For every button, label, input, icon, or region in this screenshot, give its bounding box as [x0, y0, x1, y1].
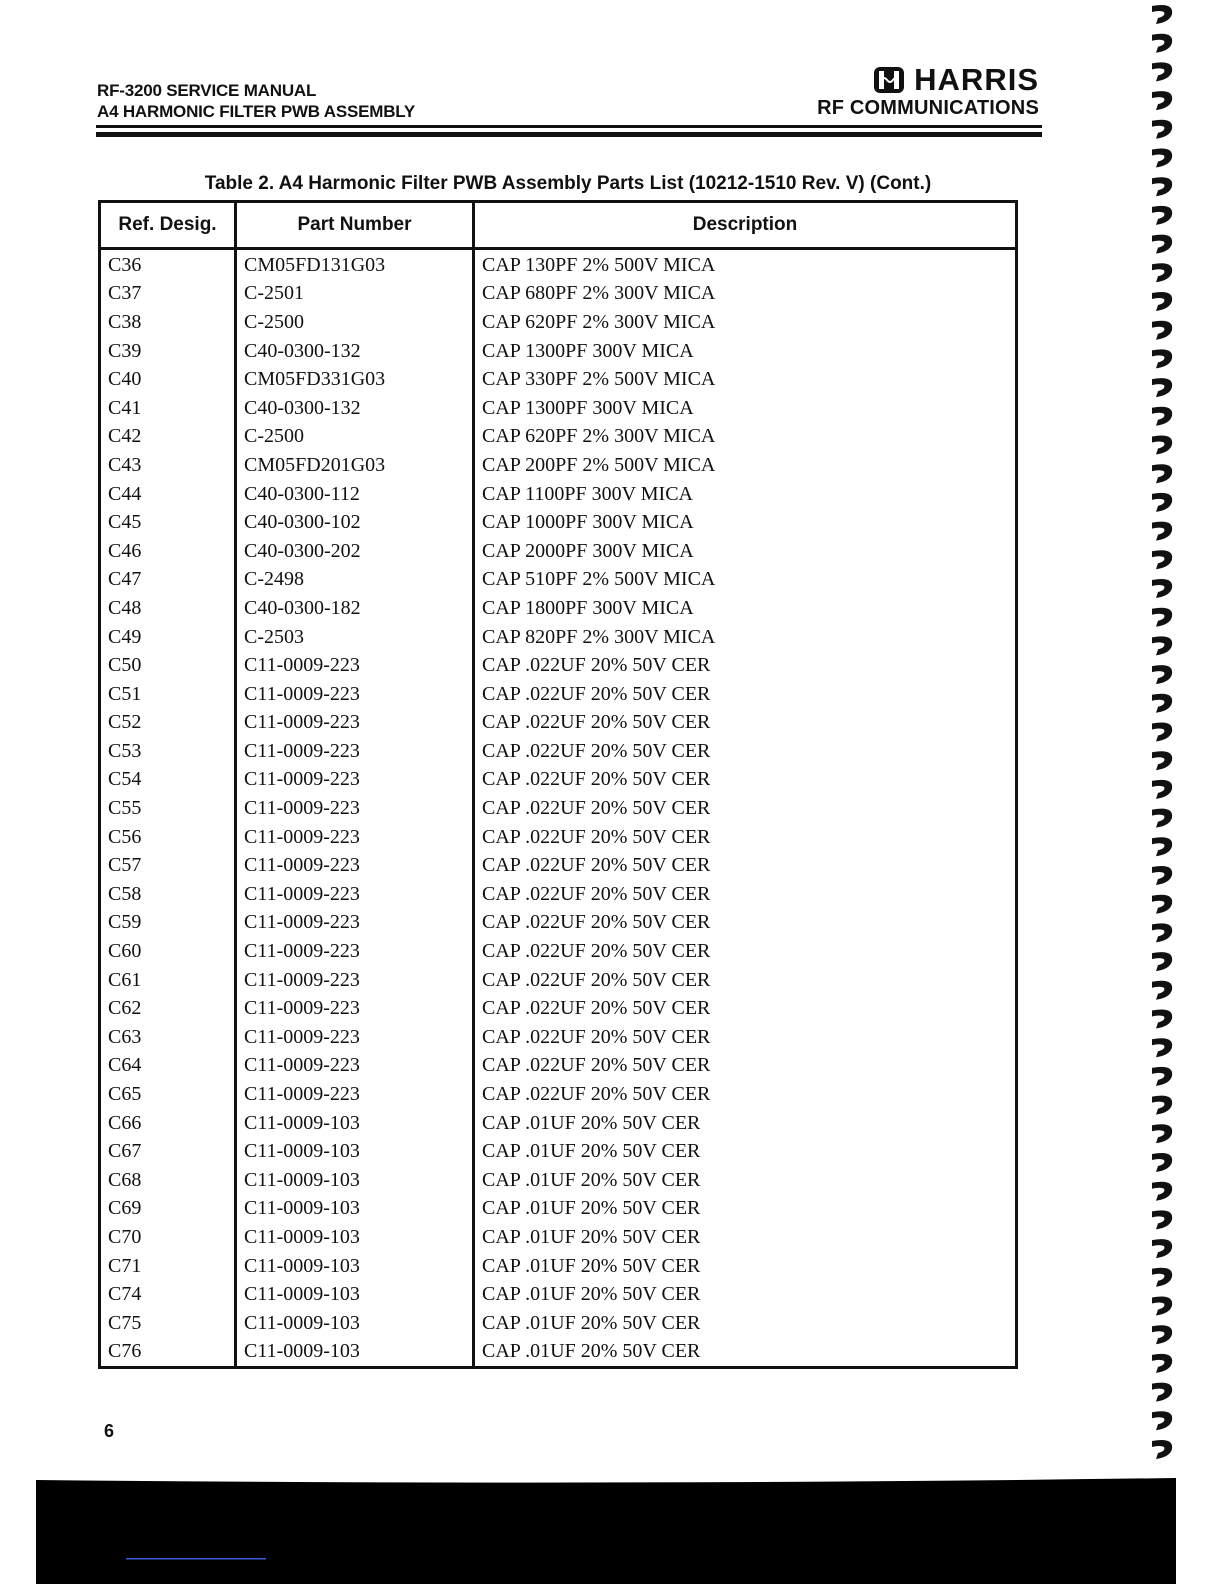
table-row: [100, 480, 1017, 509]
binding-coil: [1152, 809, 1172, 828]
table-row: [100, 537, 1017, 566]
description-cell: CAP .022UF 20% 50V CER: [482, 1025, 711, 1048]
description-cell: CAP 510PF 2% 500V MICA: [482, 568, 716, 591]
brand-division: RF COMMUNICATIONS: [817, 97, 1039, 119]
ref-desig-cell: C50: [100, 651, 236, 680]
binding-coil: [1152, 981, 1172, 1000]
binding-coil: [1152, 493, 1172, 512]
part-number-cell: C11-0009-103: [236, 1309, 474, 1338]
ref-desig-cell: C57: [100, 851, 236, 880]
description-cell: CAP .022UF 20% 50V CER: [482, 997, 711, 1020]
description-cell: CAP .022UF 20% 50V CER: [482, 739, 711, 762]
binding-coil: [1152, 579, 1172, 598]
part-number-cell: C-2498: [236, 566, 474, 595]
binding-coil: [1152, 1440, 1172, 1459]
table-row: [100, 1109, 1017, 1138]
binding-coil: [1152, 378, 1172, 397]
part-number-cell: C11-0009-223: [236, 1023, 474, 1052]
ref-desig-cell: C46: [100, 537, 236, 566]
binding-coil: [1152, 550, 1172, 569]
table-row: [100, 451, 1017, 480]
part-number-cell: C11-0009-223: [236, 937, 474, 966]
binding-coil: [1152, 321, 1172, 340]
description-cell: CAP .022UF 20% 50V CER: [482, 940, 711, 963]
table-row: [100, 623, 1017, 652]
table-row: [100, 709, 1017, 738]
ref-desig-cell: C74: [100, 1280, 236, 1309]
part-number-cell: C11-0009-223: [236, 794, 474, 823]
ref-desig-cell: C47: [100, 566, 236, 595]
ref-desig-cell: C67: [100, 1137, 236, 1166]
binding-coil: [1152, 292, 1172, 311]
section-title: A4 HARMONIC FILTER PWB ASSEMBLY: [97, 102, 416, 121]
ref-desig-cell: C63: [100, 1023, 236, 1052]
description-cell: CAP 1000PF 300V MICA: [482, 511, 694, 534]
binding-coil: [1152, 895, 1172, 914]
part-number-cell: C11-0009-103: [236, 1137, 474, 1166]
part-number-cell: C11-0009-223: [236, 680, 474, 709]
binding-coil: [1152, 1383, 1172, 1402]
ref-desig-cell: C51: [100, 680, 236, 709]
description-cell: CAP 330PF 2% 500V MICA: [482, 368, 716, 391]
binding-coil: [1152, 464, 1172, 483]
binding-coil: [1152, 1124, 1172, 1143]
ref-desig-cell: C66: [100, 1109, 236, 1138]
binding-coil: [1152, 1210, 1172, 1229]
ref-desig-cell: C58: [100, 880, 236, 909]
description-cell: CAP .022UF 20% 50V CER: [482, 1054, 711, 1077]
description-cell: CAP .01UF 20% 50V CER: [482, 1254, 701, 1277]
binding-coil: [1152, 1067, 1172, 1086]
header-rule-thick: [96, 132, 1042, 137]
binding-coil: [1152, 235, 1172, 254]
description-cell: CAP 1300PF 300V MICA: [482, 396, 694, 419]
scan-edge-shadow: [0, 1476, 1224, 1584]
col-header-part-number: Part Number: [236, 202, 474, 249]
part-number-cell: C11-0009-223: [236, 766, 474, 795]
description-cell: CAP 1800PF 300V MICA: [482, 596, 694, 619]
description-cell: CAP .01UF 20% 50V CER: [482, 1140, 701, 1163]
binding-coil: [1152, 1096, 1172, 1115]
description-cell: CAP .01UF 20% 50V CER: [482, 1168, 701, 1191]
part-number-cell: C11-0009-103: [236, 1280, 474, 1309]
binding-coil: [1152, 694, 1172, 713]
table-row: [100, 1023, 1017, 1052]
table-row: [100, 423, 1017, 452]
brand-block: [817, 63, 1039, 119]
ref-desig-cell: C75: [100, 1309, 236, 1338]
part-number-cell: C40-0300-102: [236, 508, 474, 537]
description-cell: CAP .022UF 20% 50V CER: [482, 768, 711, 791]
description-cell: CAP .01UF 20% 50V CER: [482, 1111, 701, 1134]
part-number-cell: C-2501: [236, 280, 474, 309]
description-cell: CAP .022UF 20% 50V CER: [482, 911, 711, 934]
part-number-cell: C40-0300-132: [236, 337, 474, 366]
ref-desig-cell: C42: [100, 423, 236, 452]
table-row: [100, 1166, 1017, 1195]
ref-desig-cell: C76: [100, 1338, 236, 1368]
binding-coil: [1152, 866, 1172, 885]
binding-coil: [1152, 206, 1172, 225]
binding-coil: [1152, 34, 1172, 53]
binding-coil: [1152, 923, 1172, 942]
ref-desig-cell: C61: [100, 966, 236, 995]
part-number-cell: C11-0009-223: [236, 1052, 474, 1081]
binding-coil: [1152, 1153, 1172, 1172]
ref-desig-cell: C39: [100, 337, 236, 366]
table-body: [100, 249, 1017, 1368]
table-row: [100, 937, 1017, 966]
ref-desig-cell: C56: [100, 823, 236, 852]
description-cell: CAP .022UF 20% 50V CER: [482, 825, 711, 848]
brand-name: HARRIS: [914, 62, 1039, 97]
table-row: [100, 1309, 1017, 1338]
table-row: [100, 1338, 1017, 1368]
part-number-cell: C40-0300-182: [236, 594, 474, 623]
ref-desig-cell: C68: [100, 1166, 236, 1195]
part-number-cell: C11-0009-223: [236, 651, 474, 680]
table-title: Table 2. A4 Harmonic Filter PWB Assembly Parts List (10212-1510 Rev. V) (Cont.): [204, 173, 932, 194]
ref-desig-cell: C40: [100, 365, 236, 394]
table-row: [100, 794, 1017, 823]
ref-desig-cell: C48: [100, 594, 236, 623]
ref-desig-cell: C41: [100, 394, 236, 423]
table-row: [100, 365, 1017, 394]
table-row: [100, 994, 1017, 1023]
table-row: [100, 280, 1017, 309]
table-row: [100, 1252, 1017, 1281]
table-row: [100, 680, 1017, 709]
binding-coil: [1152, 263, 1172, 282]
header-rule-thin: [96, 125, 1042, 128]
binding-coil: [1152, 636, 1172, 655]
binding-coil: [1152, 407, 1172, 426]
binding-coil: [1152, 5, 1172, 24]
ref-desig-cell: C52: [100, 709, 236, 738]
binding-coil: [1152, 723, 1172, 742]
col-header-ref-desig: Ref. Desig.: [100, 202, 236, 249]
part-number-cell: CM05FD201G03: [236, 451, 474, 480]
document-header: [97, 80, 415, 122]
table-row: [100, 1280, 1017, 1309]
table-row: [100, 1080, 1017, 1109]
ref-desig-cell: C60: [100, 937, 236, 966]
table-row: [100, 594, 1017, 623]
binding-coil: [1152, 1354, 1172, 1373]
binding-coil: [1152, 837, 1172, 856]
part-number-cell: C11-0009-103: [236, 1166, 474, 1195]
binding-coil: [1152, 780, 1172, 799]
binding-coil: [1152, 1325, 1172, 1344]
ref-desig-cell: C54: [100, 766, 236, 795]
ref-desig-cell: C55: [100, 794, 236, 823]
description-cell: CAP .022UF 20% 50V CER: [482, 711, 711, 734]
ref-desig-cell: C43: [100, 451, 236, 480]
table-row: [100, 909, 1017, 938]
col-header-description: Description: [474, 202, 1017, 249]
part-number-cell: C11-0009-103: [236, 1109, 474, 1138]
spiral-binding-icon: [1148, 0, 1178, 1470]
ref-desig-cell: C49: [100, 623, 236, 652]
binding-coil: [1152, 120, 1172, 139]
binding-coil: [1152, 1038, 1172, 1057]
ref-desig-cell: C62: [100, 994, 236, 1023]
description-cell: CAP .01UF 20% 50V CER: [482, 1225, 701, 1248]
ref-desig-cell: C64: [100, 1052, 236, 1081]
part-number-cell: C11-0009-223: [236, 1080, 474, 1109]
table-row: [100, 337, 1017, 366]
binding-coil: [1152, 751, 1172, 770]
binding-coil: [1152, 1411, 1172, 1430]
binding-coil: [1152, 1239, 1172, 1258]
binding-coil: [1152, 1010, 1172, 1029]
binding-coil: [1152, 177, 1172, 196]
description-cell: CAP .022UF 20% 50V CER: [482, 797, 711, 820]
table-row: [100, 566, 1017, 595]
ref-desig-cell: C37: [100, 280, 236, 309]
table-row: [100, 1052, 1017, 1081]
part-number-cell: C11-0009-223: [236, 709, 474, 738]
table-row: [100, 737, 1017, 766]
table-row: [100, 966, 1017, 995]
part-number-cell: C11-0009-103: [236, 1195, 474, 1224]
description-cell: CAP 620PF 2% 300V MICA: [482, 425, 716, 448]
ref-desig-cell: C71: [100, 1252, 236, 1281]
binding-coil: [1152, 62, 1172, 81]
ref-desig-cell: C45: [100, 508, 236, 537]
part-number-cell: C-2503: [236, 623, 474, 652]
description-cell: CAP 2000PF 300V MICA: [482, 539, 694, 562]
table-row: [100, 308, 1017, 337]
manual-title: RF-3200 SERVICE MANUAL: [97, 81, 317, 100]
description-cell: CAP 1300PF 300V MICA: [482, 339, 694, 362]
description-cell: CAP .022UF 20% 50V CER: [482, 968, 711, 991]
ref-desig-cell: C70: [100, 1223, 236, 1252]
binding-coil: [1152, 91, 1172, 110]
binding-coil: [1152, 665, 1172, 684]
table-row: [100, 851, 1017, 880]
description-cell: CAP 200PF 2% 500V MICA: [482, 453, 716, 476]
harris-logo-icon: [872, 65, 906, 95]
binding-coil: [1152, 1268, 1172, 1287]
ref-desig-cell: C69: [100, 1195, 236, 1224]
ref-desig-cell: C38: [100, 308, 236, 337]
description-cell: CAP 130PF 2% 500V MICA: [482, 253, 716, 276]
table-row: [100, 1195, 1017, 1224]
description-cell: CAP 820PF 2% 300V MICA: [482, 625, 716, 648]
binding-coil: [1152, 436, 1172, 455]
description-cell: CAP .01UF 20% 50V CER: [482, 1311, 701, 1334]
binding-coil: [1152, 349, 1172, 368]
ref-desig-cell: C36: [100, 249, 236, 280]
part-number-cell: C11-0009-223: [236, 909, 474, 938]
part-number-cell: C40-0300-112: [236, 480, 474, 509]
part-number-cell: C11-0009-103: [236, 1223, 474, 1252]
binding-coil: [1152, 608, 1172, 627]
description-cell: CAP .022UF 20% 50V CER: [482, 882, 711, 905]
part-number-cell: CM05FD331G03: [236, 365, 474, 394]
description-cell: CAP .01UF 20% 50V CER: [482, 1283, 701, 1306]
table-row: [100, 394, 1017, 423]
part-number-cell: C11-0009-103: [236, 1338, 474, 1368]
binding-coil: [1152, 149, 1172, 168]
table-header-row: [100, 202, 1017, 249]
description-cell: CAP .022UF 20% 50V CER: [482, 654, 711, 677]
part-number-cell: C11-0009-223: [236, 823, 474, 852]
part-number-cell: C-2500: [236, 423, 474, 452]
description-cell: CAP .022UF 20% 50V CER: [482, 682, 711, 705]
binding-coil: [1152, 522, 1172, 541]
binding-coil: [1152, 952, 1172, 971]
description-cell: CAP 1100PF 300V MICA: [482, 482, 693, 505]
description-cell: CAP 680PF 2% 300V MICA: [482, 282, 716, 305]
parts-table: [98, 200, 1018, 1369]
ref-desig-cell: C44: [100, 480, 236, 509]
table-row: [100, 1137, 1017, 1166]
part-number-cell: C40-0300-202: [236, 537, 474, 566]
part-number-cell: C11-0009-223: [236, 966, 474, 995]
part-number-cell: C40-0300-132: [236, 394, 474, 423]
part-number-cell: C11-0009-223: [236, 880, 474, 909]
table-row: [100, 1223, 1017, 1252]
table-row: [100, 823, 1017, 852]
table-row: [100, 651, 1017, 680]
table-row: [100, 249, 1017, 280]
description-cell: CAP .01UF 20% 50V CER: [482, 1340, 701, 1363]
description-cell: CAP 620PF 2% 300V MICA: [482, 310, 716, 333]
description-cell: CAP .022UF 20% 50V CER: [482, 1083, 711, 1106]
ref-desig-cell: C53: [100, 737, 236, 766]
ref-desig-cell: C59: [100, 909, 236, 938]
binding-coil: [1152, 1297, 1172, 1316]
part-number-cell: C-2500: [236, 308, 474, 337]
part-number-cell: CM05FD131G03: [236, 249, 474, 280]
table-row: [100, 766, 1017, 795]
part-number-cell: C11-0009-223: [236, 737, 474, 766]
part-number-cell: C11-0009-223: [236, 851, 474, 880]
table-row: [100, 508, 1017, 537]
part-number-cell: C11-0009-223: [236, 994, 474, 1023]
description-cell: CAP .022UF 20% 50V CER: [482, 854, 711, 877]
table-row: [100, 880, 1017, 909]
ref-desig-cell: C65: [100, 1080, 236, 1109]
page-number: 6: [104, 1421, 115, 1441]
part-number-cell: C11-0009-103: [236, 1252, 474, 1281]
description-cell: CAP .01UF 20% 50V CER: [482, 1197, 701, 1220]
binding-coil: [1152, 1182, 1172, 1201]
